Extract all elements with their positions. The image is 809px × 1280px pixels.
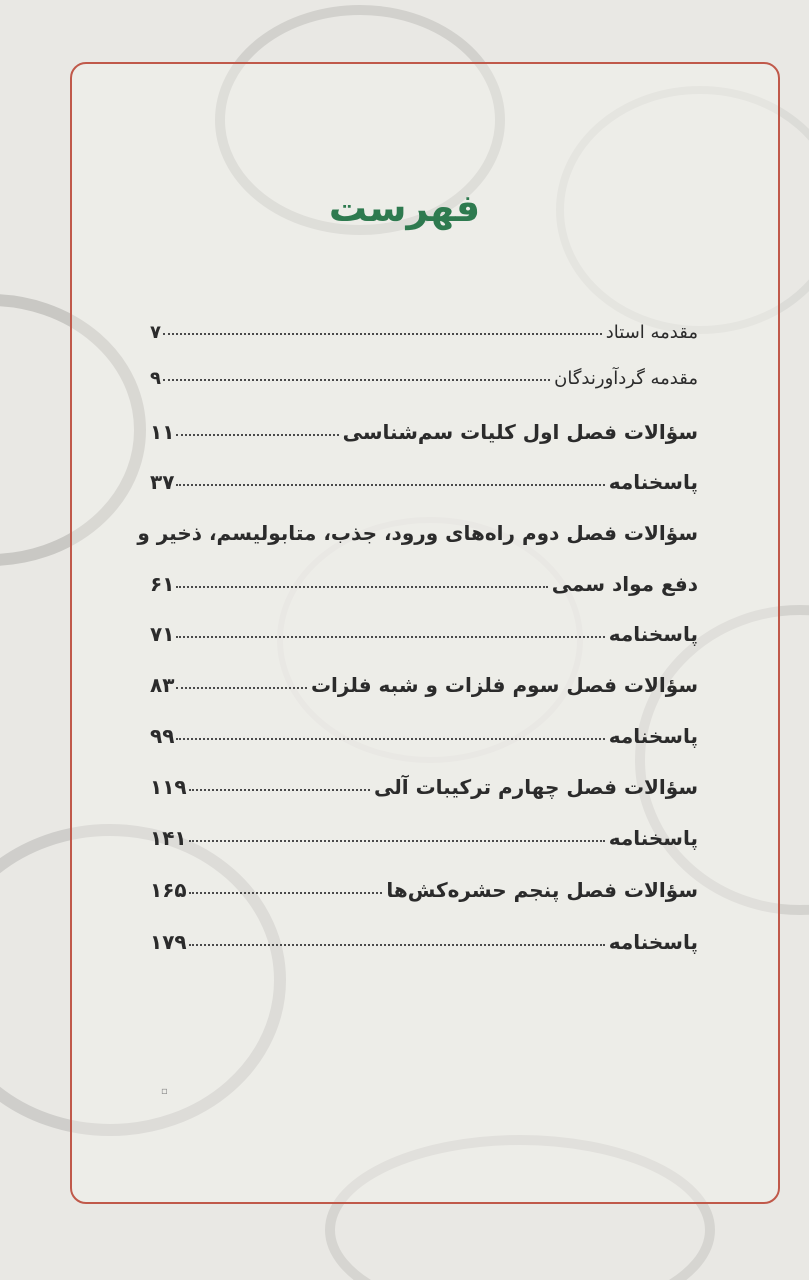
toc-entry-page: ۷۱ <box>150 622 175 646</box>
dot-leader <box>163 379 550 381</box>
dot-leader <box>176 738 604 740</box>
toc-entry-page: ۹۹ <box>150 724 175 748</box>
toc-entry-page: ۱۱۹ <box>150 775 187 799</box>
dot-leader <box>189 840 605 842</box>
toc-entry-page: ۶۱ <box>150 572 175 596</box>
dot-leader <box>163 333 602 335</box>
toc-entry-label: پاسخنامه <box>608 930 698 954</box>
dot-leader <box>189 892 383 894</box>
toc-entry-label: مقدمه استاد <box>605 322 698 343</box>
toc-entry-label: پاسخنامه <box>608 724 698 748</box>
toc-entry-label-line2: دفع مواد سمی <box>551 572 698 596</box>
dot-leader <box>176 586 547 588</box>
toc-entry[interactable] <box>150 368 698 389</box>
toc-entry[interactable] <box>150 673 698 697</box>
toc-entry[interactable] <box>150 724 698 748</box>
toc-entry[interactable] <box>150 775 698 799</box>
toc-entry-page: ۱۴۱ <box>150 826 187 850</box>
toc-entry-label: پاسخنامه <box>608 470 698 494</box>
dot-leader <box>189 789 370 791</box>
toc-entry[interactable] <box>150 930 698 954</box>
toc-entry[interactable] <box>150 622 698 646</box>
toc-entry-label: سؤالات فصل سوم فلزات و شبه فلزات <box>310 673 698 697</box>
toc-entry[interactable] <box>150 878 698 902</box>
toc-entry-label: مقدمه گردآورندگان <box>554 368 698 389</box>
toc-entry[interactable] <box>150 826 698 850</box>
dot-leader <box>189 944 605 946</box>
toc-entry-page: ۳۷ <box>150 470 175 494</box>
toc-entry[interactable] <box>150 322 698 343</box>
toc-entry-label: سؤالات فصل اول کلیات سم‌شناسی <box>342 420 698 444</box>
small-mark-icon: ▫ <box>161 1086 168 1097</box>
toc-entry-page: ۷ <box>150 322 161 343</box>
toc-entry-page: ۱۷۹ <box>150 930 187 954</box>
toc-entry-page: ۹ <box>150 368 161 389</box>
dot-leader <box>176 434 338 436</box>
toc-entry-page: ۸۳ <box>150 673 175 697</box>
toc-entry-label: پاسخنامه <box>608 826 698 850</box>
dot-leader <box>176 636 604 638</box>
toc-entry-label: سؤالات فصل چهارم ترکیبات آلی <box>374 775 698 799</box>
dot-leader <box>176 687 307 689</box>
toc-entry[interactable] <box>150 420 698 444</box>
toc-entry-label-line1[interactable]: سؤالات فصل دوم راه‌های ورود، جذب، متابولیسم، ذخیر و <box>137 521 698 545</box>
page-title: فهرست <box>328 186 481 230</box>
toc-entry-page: ۱۶۵ <box>150 878 187 902</box>
toc-entry[interactable] <box>150 572 698 596</box>
toc-entry-page: ۱۱ <box>150 420 175 444</box>
toc-entry-label: پاسخنامه <box>608 622 698 646</box>
toc-entry-label: سؤالات فصل پنجم حشره‌کش‌ها <box>386 878 698 902</box>
dot-leader <box>176 484 604 486</box>
toc-entry[interactable] <box>150 470 698 494</box>
